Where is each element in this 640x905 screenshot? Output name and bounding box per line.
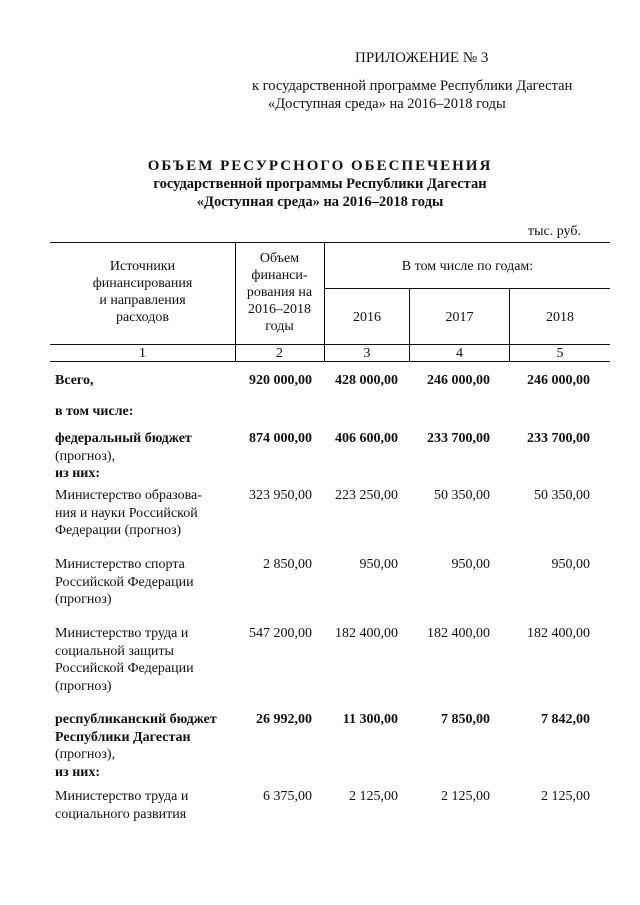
column-number: 5 xyxy=(556,346,564,361)
annex-subtitle-line1: к государственной программе Республики Дагестан xyxy=(252,78,573,94)
header-year-2016: 2016 xyxy=(353,310,381,325)
column-number: 2 xyxy=(276,346,283,361)
unit-label: тыс. руб. xyxy=(528,224,581,239)
header-year-2018: 2018 xyxy=(546,310,574,325)
header-year-2017: 2017 xyxy=(445,310,474,325)
document-title: ОБЪЕМ РЕСУРСНОГО ОБЕСПЕЧЕНИЯ xyxy=(147,158,493,174)
column-number: 1 xyxy=(139,346,146,361)
header-total: Объем финанси- рования на 2016–2018 годы xyxy=(246,251,313,334)
header-by-year: В том числе по годам: xyxy=(401,259,534,274)
document-title-line3: «Доступная среда» на 2016–2018 годы xyxy=(196,194,444,210)
document-title-line2: государственной программы Республики Дагестан xyxy=(153,176,487,192)
annex-subtitle-line2: «Доступная среда» на 2016–2018 годы xyxy=(268,96,506,112)
column-number: 4 xyxy=(456,346,463,361)
annex-number: ПРИЛОЖЕНИЕ № 3 xyxy=(355,50,489,66)
header-sources: Источники финансирования и направления расходов xyxy=(92,259,193,325)
column-number: 3 xyxy=(363,346,371,361)
